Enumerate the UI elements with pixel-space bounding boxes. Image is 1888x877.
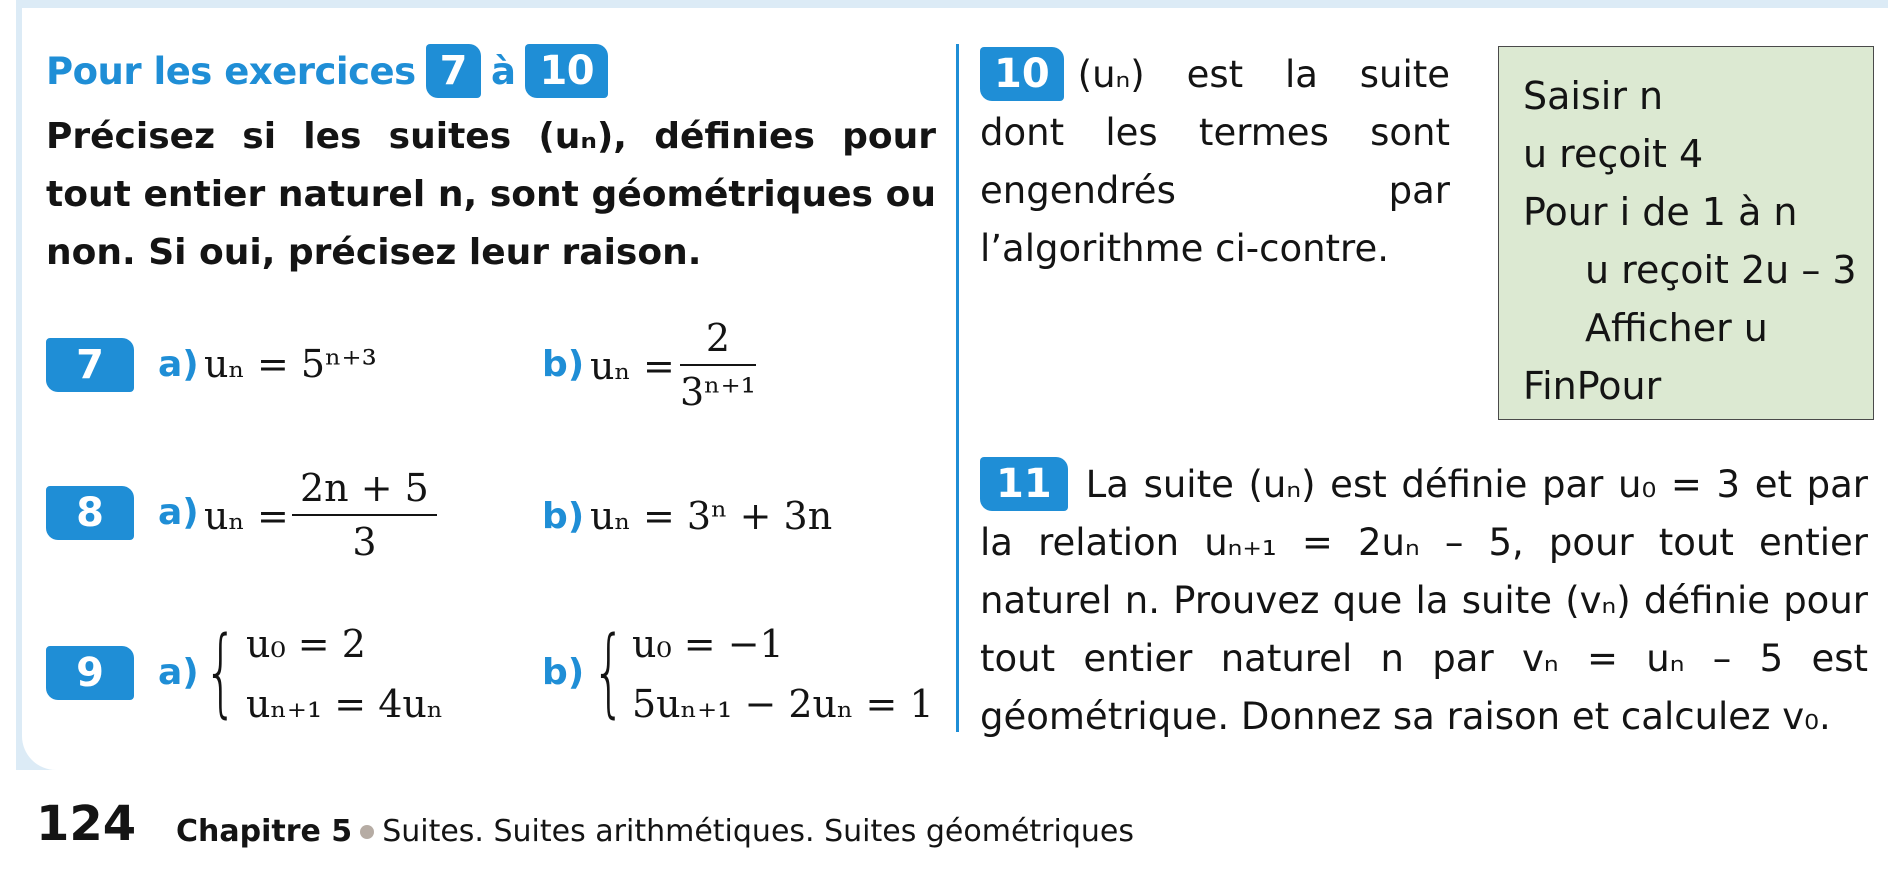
ex8-b-label: b) — [542, 496, 585, 537]
exercise-10-text: (uₙ) est la suite dont les termes sont engendrés par l’algorithme ci-contre. — [980, 53, 1450, 270]
algo-line-6: FinPour — [1523, 364, 1662, 408]
algo-line-2: u reçoit 4 — [1523, 132, 1704, 176]
algo-line-5: Afficher u — [1585, 306, 1768, 350]
ex9-a-line2: uₙ₊₁ = 4uₙ — [246, 682, 444, 726]
ex7-a-label: a) — [158, 344, 199, 385]
exercise-7-badge: 7 — [46, 338, 134, 392]
ex8-a-lhs: uₙ = — [204, 494, 289, 538]
column-divider — [956, 44, 959, 732]
separator-dot-icon — [360, 825, 374, 839]
chapter-title: Suites. Suites arithmétiques. Suites géométriques — [382, 814, 1134, 849]
badge-to: 10 — [525, 44, 608, 98]
ex7-b-lhs: uₙ = — [590, 344, 675, 388]
instructions: Précisez si les suites (uₙ), définies pour tout entier naturel n, sont géométriques ou non. Si oui, précisez leur raison. — [46, 116, 936, 273]
exercise-8-badge: 8 — [46, 486, 134, 540]
heading-prefix: Pour les exercices — [46, 49, 416, 93]
chapter-footer — [176, 814, 1134, 849]
ex9-b-brace: { — [592, 616, 626, 728]
ex7-b-fraction — [680, 316, 756, 414]
ex7-b-numerator: 2 — [680, 316, 756, 366]
algorithm-box — [1498, 46, 1874, 420]
algo-line-1: Saisir n — [1523, 74, 1664, 118]
heading-join: à — [491, 49, 516, 93]
ex9-a-brace: { — [204, 616, 238, 728]
algo-line-3: Pour i de 1 à n — [1523, 190, 1798, 234]
ex8-a-label: a) — [158, 492, 199, 533]
page-number: 124 — [36, 796, 137, 852]
ex9-b-line1: u₀ = −1 — [632, 622, 784, 666]
ex7-a-expression: uₙ = 5ⁿ⁺³ — [204, 342, 377, 386]
ex9-b-line2: 5uₙ₊₁ − 2uₙ = 1 — [632, 682, 934, 726]
ex7-b-denominator: 3ⁿ⁺¹ — [680, 370, 756, 414]
algo-line-4: u reçoit 2u – 3 — [1585, 248, 1857, 292]
exercise-10-badge: 10 — [980, 47, 1064, 101]
exercise-11-text: La suite (uₙ) est définie par u₀ = 3 et par la relation uₙ₊₁ = 2uₙ – 5, pour tout entier naturel n. Prouvez que la suite (vₙ) définie pour tout entier naturel n par vₙ = uₙ – 5 est géométrique. Donnez sa raison et calculez v₀. — [980, 463, 1868, 738]
section-heading — [46, 44, 608, 98]
ex9-b-label: b) — [542, 652, 585, 693]
ex8-a-numerator: 2n + 5 — [292, 466, 437, 516]
exercise-9-badge: 9 — [46, 646, 134, 700]
chapter-label: Chapitre 5 — [176, 814, 353, 849]
exercise-11 — [980, 456, 1868, 746]
exercise-10 — [980, 46, 1450, 278]
ex7-b-label: b) — [542, 344, 585, 385]
ex8-b-expression: uₙ = 3ⁿ + 3n — [590, 494, 833, 538]
ex8-a-fraction — [292, 466, 437, 564]
ex8-a-denominator: 3 — [352, 520, 377, 564]
badge-from: 7 — [426, 44, 481, 98]
exercise-11-badge: 11 — [980, 457, 1068, 511]
ex9-a-label: a) — [158, 652, 199, 693]
ex9-a-line1: u₀ = 2 — [246, 622, 366, 666]
